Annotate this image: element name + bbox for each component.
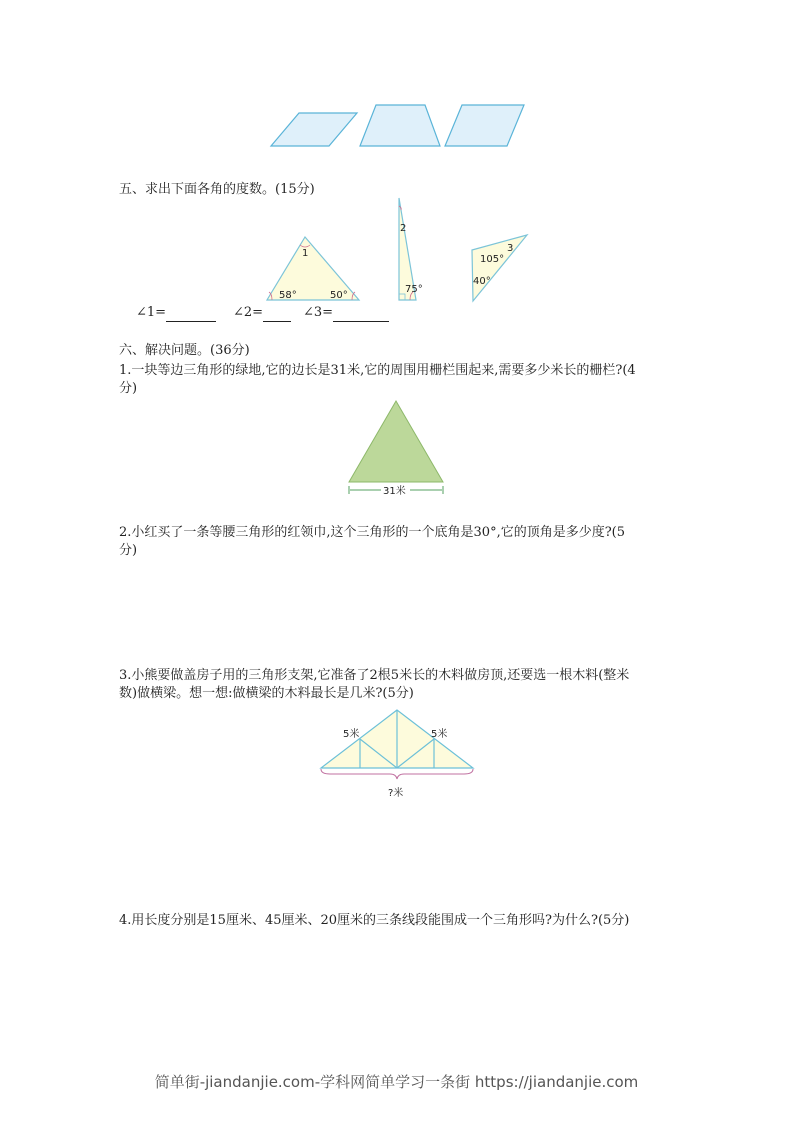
- question-3-line2: 数)做横梁。想一想:做横梁的木料最长是几米?(5分): [119, 686, 414, 701]
- answer-blank-1[interactable]: [166, 307, 216, 322]
- question-1-line1: 1.一块等边三角形的绿地,它的边长是31米,它的周围用栅栏围起来,需要多少米长的栅栏?(4: [119, 363, 636, 378]
- answer-blank-2[interactable]: [263, 307, 291, 322]
- section6-title: 六、解决问题。(36分): [119, 343, 250, 358]
- question-2-line2: 分): [119, 543, 138, 558]
- label-unknown-length: ?米: [388, 788, 404, 799]
- question-2-line1: 2.小红买了一条等腰三角形的红领巾,这个三角形的一个底角是30°,它的顶角是多少度?(5: [119, 525, 626, 540]
- label-40: 40°: [473, 276, 491, 287]
- footer-watermark: 简单街-jiandanjie.com-学科网简单学习一条街 https://jiandanjie.com: [154, 1073, 639, 1091]
- label-angle-1: 1: [302, 248, 309, 259]
- section5-title: 五、求出下面各角的度数。(15分): [119, 182, 315, 197]
- answer-label: ∠2=: [233, 305, 264, 320]
- trapezoid: [360, 105, 440, 146]
- parallelogram-1: [271, 113, 357, 146]
- label-58: 58°: [279, 290, 297, 301]
- parallelogram-2: [445, 105, 524, 146]
- answer-angle-1: [136, 304, 216, 322]
- brace: [321, 769, 473, 779]
- answer-label: ∠1=: [136, 305, 167, 320]
- label-angle-3: 3: [507, 243, 514, 254]
- triangle-3: [472, 235, 527, 301]
- label-31m: 31米: [383, 486, 406, 497]
- quadrilateral-shapes: [271, 105, 524, 146]
- label-50: 50°: [330, 290, 348, 301]
- answer-angle-3: [303, 304, 389, 322]
- answer-blank-3[interactable]: [333, 307, 389, 322]
- label-5m-right: 5米: [431, 729, 448, 740]
- question-3-line1: 3.小熊要做盖房子用的三角形支架,它准备了2根5米长的木料做房顶,还要选一根木料(整米: [119, 668, 630, 683]
- answer-label: ∠3=: [303, 305, 334, 320]
- label-angle-2: 2: [400, 223, 407, 234]
- label-105: 105°: [480, 254, 505, 265]
- answer-angle-2: [233, 304, 291, 322]
- label-5m-left: 5米: [343, 729, 360, 740]
- green-triangle: [349, 401, 443, 482]
- label-75: 75°: [405, 284, 423, 295]
- question-1-line2: 分): [119, 381, 138, 396]
- question-4-line1: 4.用长度分别是15厘米、45厘米、20厘米的三条线段能围成一个三角形吗?为什么?(5分): [119, 913, 630, 928]
